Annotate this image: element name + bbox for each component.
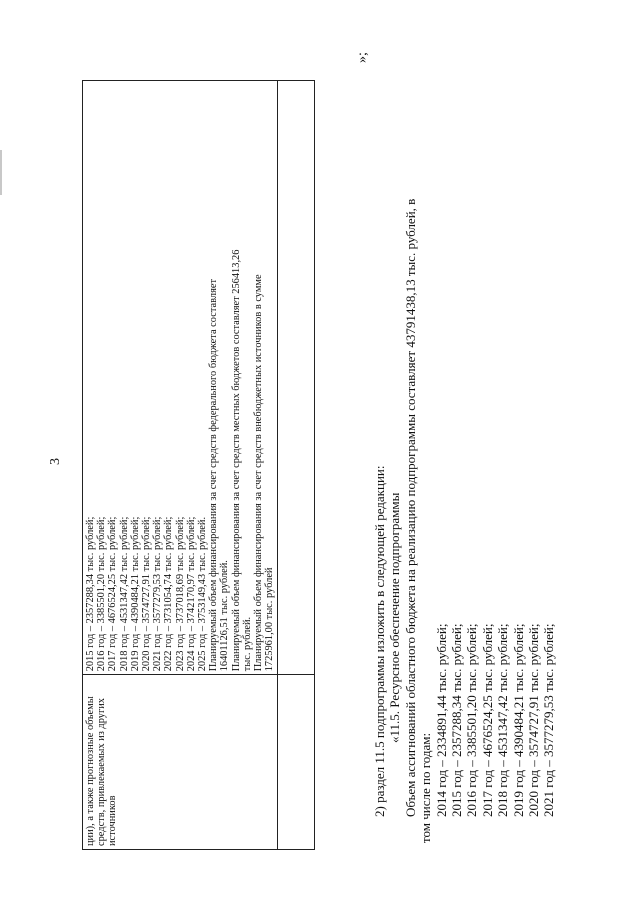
- section-heading: «11.5. Ресурсное обеспечение подпрограммы: [387, 492, 403, 743]
- body-year-line: 2016 год – 3385501,20 тыс. рублей;: [464, 623, 480, 817]
- year-line: 2022 год – 3731054,74 тыс. рублей;: [163, 516, 175, 672]
- table-empty-cell: [278, 81, 315, 675]
- extrabudgetary-funding-line: 1725961,00 тыс. рублей: [264, 567, 276, 672]
- table-row: [83, 81, 278, 850]
- year-line: 2023 год – 3737018,69 тыс. рублей;: [174, 516, 186, 672]
- body-year-line: 2018 год – 4531347,42 тыс. рублей;: [495, 623, 511, 817]
- federal-funding-line: 16401126,51 тыс. рублей.: [219, 560, 231, 672]
- table-right-cell: [83, 81, 278, 675]
- year-line: 2017 год – 4676524,25 тыс. рублей;: [107, 516, 119, 672]
- funding-table: [82, 80, 315, 850]
- year-line: 2024 год – 3742170,97 тыс. рублей;: [185, 516, 197, 672]
- page-number: 3: [48, 458, 63, 465]
- section-body: [372, 43, 557, 843]
- body-year-line: 2020 год – 3574727,91 тыс. рублей;: [526, 623, 542, 817]
- paragraph-line: том числе по годам:: [418, 732, 434, 843]
- federal-funding-line: Планируемый объем финансирования за счет средств федерального бюджета составляет: [208, 279, 220, 672]
- body-year-line: 2014 год – 2334891,44 тыс. рублей;: [433, 623, 449, 817]
- closing-quote: »;: [355, 52, 370, 63]
- extrabudgetary-funding-line: Планируемый объем финансирования за счет средств внебюджетных источников в сумме: [253, 274, 265, 672]
- table-left-cell: [83, 675, 278, 850]
- body-year-line: 2019 год – 4390484,21 тыс. рублей;: [510, 623, 526, 817]
- table-row: [278, 81, 315, 850]
- year-line: 2015 год – 2357288,34 тыс. рублей;: [85, 516, 96, 672]
- body-year-line: 2021 год – 3577279,53 тыс. рублей;: [541, 623, 557, 817]
- section-intro: 2) раздел 11.5 подпрограммы изложить в следующей редакции:: [372, 465, 387, 817]
- left-cell-line: источников: [107, 795, 119, 846]
- left-cell-line: средств, привлекаемых из других: [96, 698, 108, 846]
- year-line: 2020 год – 3574727,91 тыс. рублей;: [141, 516, 153, 672]
- year-line: 2021 год – 3577279,53 тыс. рублей;: [152, 516, 164, 672]
- paragraph-line: Объем ассигнований областного бюджета на реализацию подпрограммы составляет 43791438,13 тыс. рублей, в: [402, 198, 418, 817]
- body-year-line: 2015 год – 2357288,34 тыс. рублей;: [449, 623, 465, 817]
- left-cell-line: ции), а также прогнозные объемы: [85, 696, 96, 846]
- local-funding-line: Планируемый объем финансирования за счет средств местных бюджетов составляет 256413,26: [230, 249, 242, 672]
- body-year-line: 2017 год – 4676524,25 тыс. рублей;: [479, 623, 495, 817]
- local-funding-line: тыс. рублей.: [241, 616, 253, 672]
- year-line: 2016 год – 3385501,20 тыс. рублей;: [96, 516, 108, 672]
- year-line: 2019 год – 4390484,21 тыс. рублей;: [129, 516, 141, 672]
- year-line: 2018 год – 4531347,42 тыс. рублей;: [118, 516, 130, 672]
- year-line: 2025 год – 3753149,43 тыс. рублей.: [197, 516, 209, 672]
- table-empty-cell: [278, 675, 315, 850]
